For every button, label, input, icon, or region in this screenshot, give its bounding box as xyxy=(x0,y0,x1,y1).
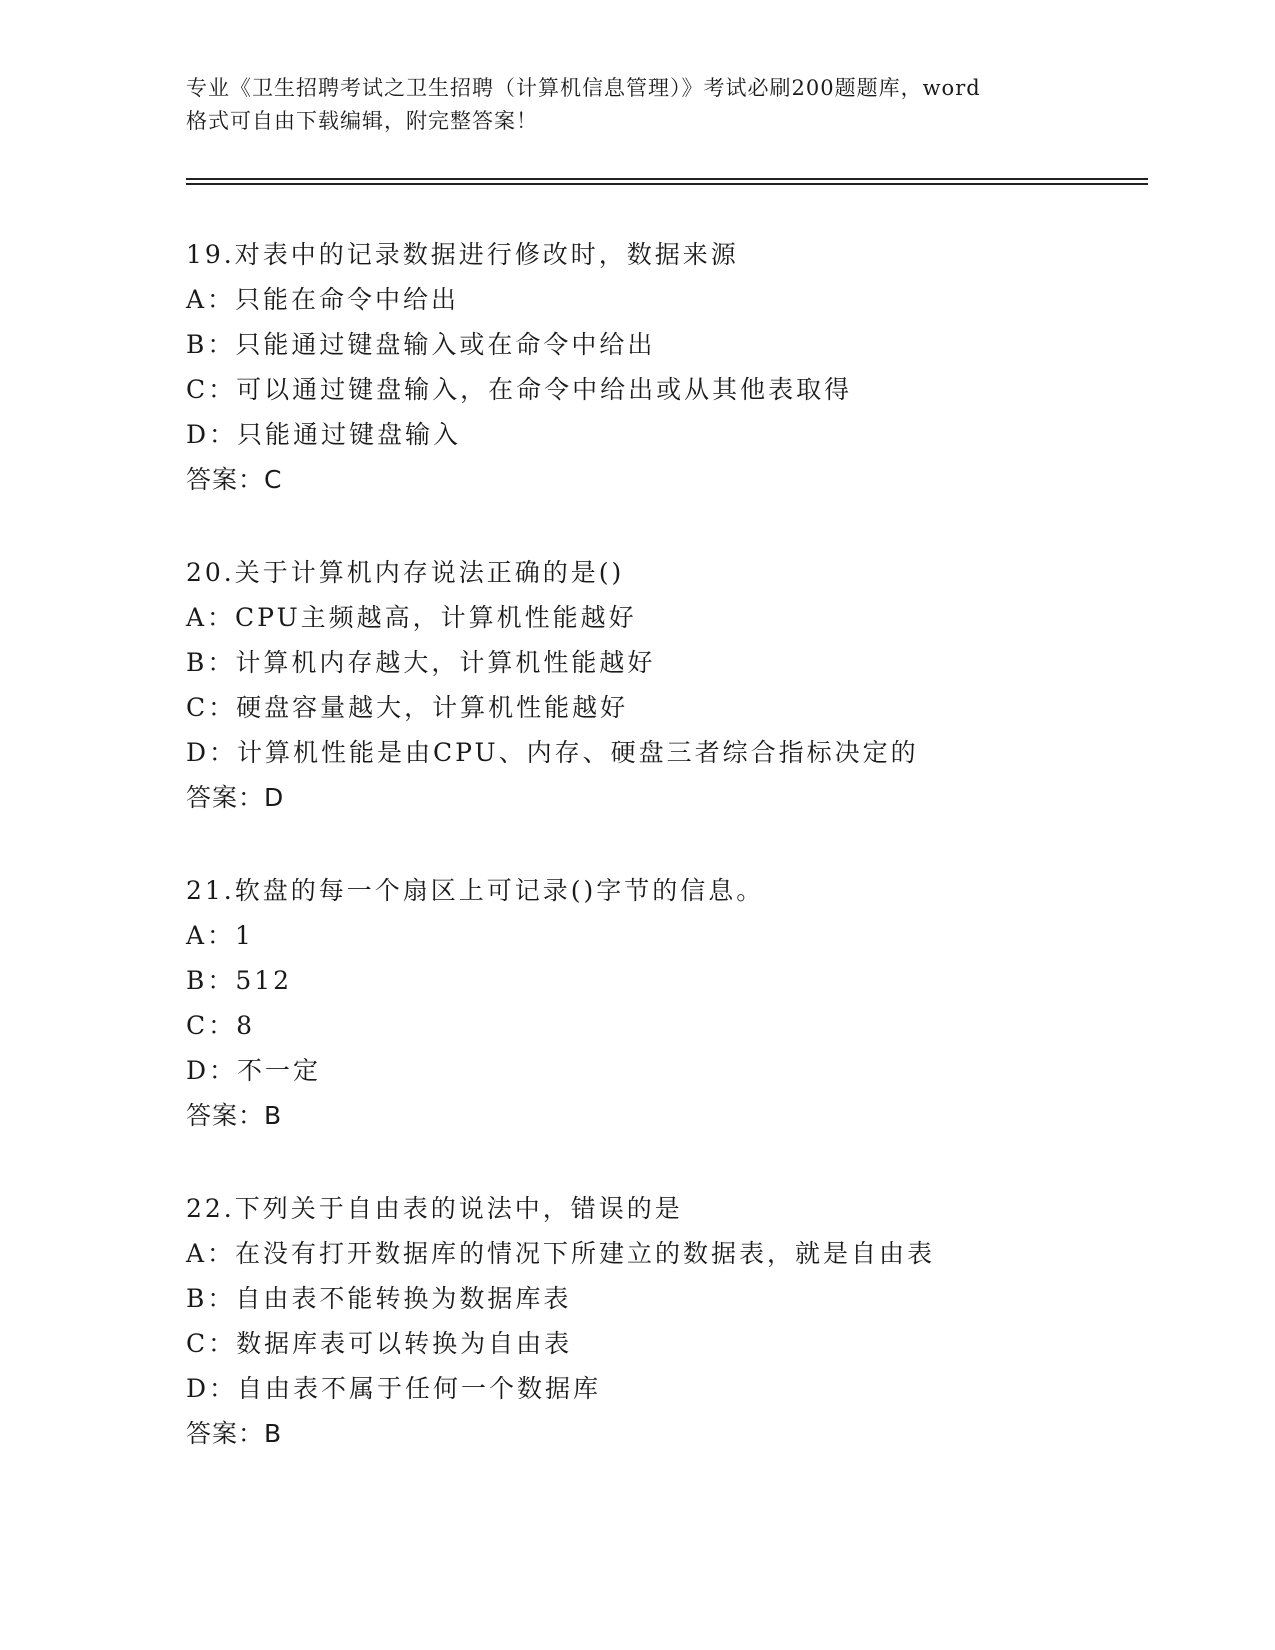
option-c: C：硬盘容量越大，计算机性能越好 xyxy=(186,693,629,722)
question-20 xyxy=(186,550,1186,820)
option-c: C：可以通过键盘输入，在命令中给出或从其他表取得 xyxy=(186,375,853,404)
question-21 xyxy=(186,868,1186,1138)
question-stem: 19.对表中的记录数据进行修改时，数据来源 xyxy=(186,240,739,269)
header-line-2: 格式可自由下载编辑，附完整答案！ xyxy=(186,109,538,133)
question-stem: 22.下列关于自由表的说法中，错误的是 xyxy=(186,1194,683,1223)
option-a: A：在没有打开数据库的情况下所建立的数据表，就是自由表 xyxy=(186,1239,936,1268)
option-d: D：计算机性能是由CPU、内存、硬盘三者综合指标决定的 xyxy=(186,738,919,767)
option-a: A：只能在命令中给出 xyxy=(186,285,460,314)
question-19 xyxy=(186,232,1186,502)
document-header xyxy=(186,72,1086,138)
option-c: C：数据库表可以转换为自由表 xyxy=(186,1329,573,1358)
option-d: D：只能通过键盘输入 xyxy=(186,420,462,449)
answer: 答案：D xyxy=(186,783,285,812)
header-line-1: 专业《卫生招聘考试之卫生招聘（计算机信息管理）》考试必刷200题题库，word xyxy=(186,76,981,100)
option-d: D：自由表不属于任何一个数据库 xyxy=(186,1374,602,1403)
option-b: B：计算机内存越大，计算机性能越好 xyxy=(186,648,656,677)
answer: 答案：B xyxy=(186,1101,283,1130)
answer: 答案：B xyxy=(186,1419,283,1448)
option-b: B：512 xyxy=(186,966,293,995)
option-d: D：不一定 xyxy=(186,1056,322,1085)
question-22 xyxy=(186,1186,1186,1456)
option-b: B：自由表不能转换为数据库表 xyxy=(186,1284,572,1313)
option-c: C：8 xyxy=(186,1011,256,1040)
option-a: A：CPU主频越高，计算机性能越好 xyxy=(186,603,637,632)
option-a: A：1 xyxy=(186,921,254,950)
header-divider-bottom xyxy=(186,183,1148,185)
question-stem: 21.软盘的每一个扇区上可记录()字节的信息。 xyxy=(186,876,765,905)
option-b: B：只能通过键盘输入或在命令中给出 xyxy=(186,330,656,359)
question-stem: 20.关于计算机内存说法正确的是() xyxy=(186,558,625,587)
answer: 答案：C xyxy=(186,465,283,494)
header-divider-top xyxy=(186,178,1148,180)
